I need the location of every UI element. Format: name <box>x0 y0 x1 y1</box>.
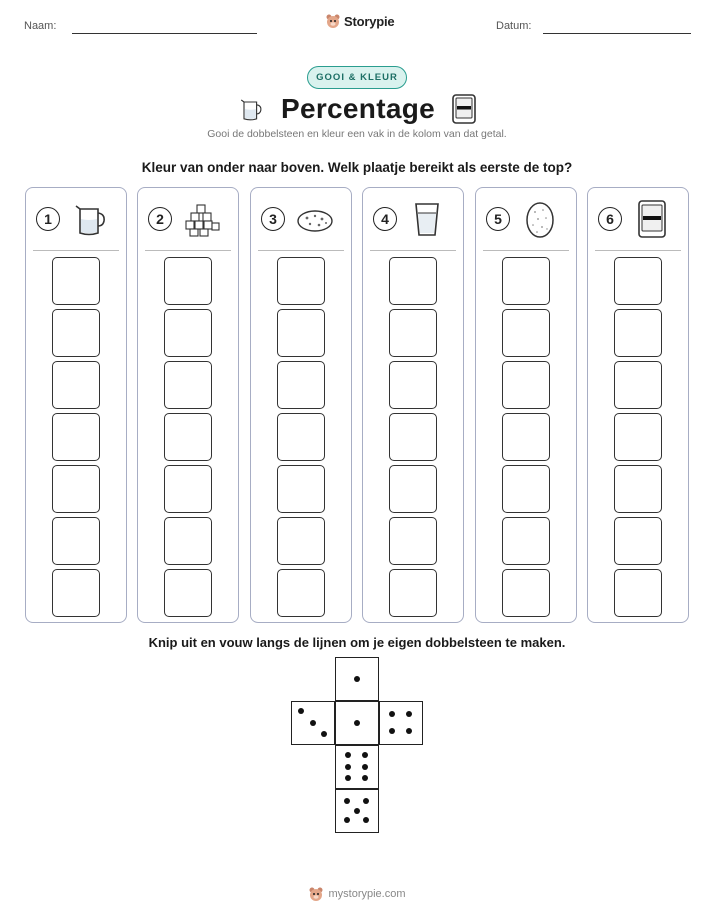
die-pip <box>354 676 360 682</box>
column-number: 4 <box>373 207 397 231</box>
color-cell[interactable] <box>389 413 437 461</box>
color-cell[interactable] <box>502 413 550 461</box>
color-cell[interactable] <box>164 361 212 409</box>
color-cell[interactable] <box>164 309 212 357</box>
color-cell[interactable] <box>164 413 212 461</box>
color-cell[interactable] <box>389 361 437 409</box>
die-face-1 <box>335 701 379 745</box>
color-cell[interactable] <box>614 517 662 565</box>
tablet-icon <box>451 93 477 125</box>
die-pip <box>321 731 327 737</box>
column-divider <box>33 250 119 251</box>
color-cell[interactable] <box>164 257 212 305</box>
footer <box>0 886 714 902</box>
die-face-3 <box>291 701 335 745</box>
column-number: 5 <box>486 207 510 231</box>
name-label: Naam: <box>24 20 57 32</box>
color-cell[interactable] <box>389 465 437 513</box>
column-divider <box>483 250 569 251</box>
bear-logo-icon <box>325 13 341 29</box>
page-subtitle: Gooi de dobbelsteen en kleur een vak in de kolom van dat getal. <box>207 128 507 140</box>
die-pip <box>406 728 412 734</box>
column-number: 6 <box>598 207 622 231</box>
die-face-1 <box>335 657 379 701</box>
color-cell[interactable] <box>502 361 550 409</box>
color-cell[interactable] <box>389 517 437 565</box>
date-line <box>543 33 691 34</box>
die-pip <box>389 711 395 717</box>
die-pip <box>362 752 368 758</box>
column-header <box>251 188 351 250</box>
bear-footer-icon <box>308 886 324 902</box>
color-cell[interactable] <box>164 517 212 565</box>
color-cell[interactable] <box>614 361 662 409</box>
color-cell[interactable] <box>614 465 662 513</box>
cut-instruction: Knip uit en vouw langs de lijnen om je eigen dobbelsteen te maken. <box>148 635 566 650</box>
die-pip <box>362 764 368 770</box>
die-pip <box>389 728 395 734</box>
pitcher-icon <box>237 95 265 123</box>
die-pip <box>354 720 360 726</box>
color-cell[interactable] <box>164 465 212 513</box>
column-header <box>138 188 238 250</box>
column-5 <box>475 187 577 623</box>
color-cell[interactable] <box>52 257 100 305</box>
column-number: 3 <box>261 207 285 231</box>
column-divider <box>258 250 344 251</box>
die-face-5 <box>335 789 379 833</box>
title-row <box>0 90 714 128</box>
color-cell[interactable] <box>277 257 325 305</box>
die-face-6 <box>335 745 379 789</box>
color-cell[interactable] <box>277 517 325 565</box>
footer-url: mystorypie.com <box>328 888 406 900</box>
column-header <box>588 188 688 250</box>
column-number: 2 <box>148 207 172 231</box>
color-cell[interactable] <box>502 465 550 513</box>
color-cell[interactable] <box>52 569 100 617</box>
color-cell[interactable] <box>277 361 325 409</box>
date-label: Datum: <box>496 20 532 32</box>
egg-icon <box>520 199 560 239</box>
color-cell[interactable] <box>389 569 437 617</box>
column-divider <box>370 250 456 251</box>
color-cell[interactable] <box>614 257 662 305</box>
die-pip <box>344 817 350 823</box>
color-cell[interactable] <box>277 309 325 357</box>
glass-icon <box>407 199 447 239</box>
color-cell[interactable] <box>52 361 100 409</box>
tablet-icon <box>632 199 672 239</box>
color-cell[interactable] <box>52 413 100 461</box>
die-pip <box>363 798 369 804</box>
color-cell[interactable] <box>502 257 550 305</box>
column-divider <box>595 250 681 251</box>
column-4 <box>362 187 464 623</box>
column-1 <box>25 187 127 623</box>
color-cell[interactable] <box>614 413 662 461</box>
color-cell[interactable] <box>164 569 212 617</box>
color-cell[interactable] <box>502 309 550 357</box>
color-cell[interactable] <box>502 569 550 617</box>
color-cell[interactable] <box>502 517 550 565</box>
column-header <box>476 188 576 250</box>
pitcher-icon <box>70 199 110 239</box>
column-divider <box>145 250 231 251</box>
color-cell[interactable] <box>52 517 100 565</box>
column-header <box>26 188 126 250</box>
die-pip <box>406 711 412 717</box>
die-pip <box>345 752 351 758</box>
column-header <box>363 188 463 250</box>
column-number: 1 <box>36 207 60 231</box>
sugar-cubes-icon <box>182 199 222 239</box>
activity-badge: GOOI & KLEUR <box>307 66 407 89</box>
color-cell[interactable] <box>614 309 662 357</box>
color-cell[interactable] <box>389 257 437 305</box>
die-pip <box>298 708 304 714</box>
color-cell[interactable] <box>52 309 100 357</box>
color-cell[interactable] <box>277 465 325 513</box>
page-title: Percentage <box>281 93 435 124</box>
die-pip <box>362 775 368 781</box>
die-pip <box>363 817 369 823</box>
cookie-icon <box>295 199 335 239</box>
color-cell[interactable] <box>277 569 325 617</box>
die-pip <box>344 798 350 804</box>
die-pip <box>345 764 351 770</box>
color-cell[interactable] <box>52 465 100 513</box>
name-line <box>72 33 257 34</box>
color-cell[interactable] <box>614 569 662 617</box>
die-pip <box>345 775 351 781</box>
column-2 <box>137 187 239 623</box>
instruction-text: Kleur van onder naar boven. Welk plaatje bereikt als eerste de top? <box>141 160 573 175</box>
color-cell[interactable] <box>277 413 325 461</box>
column-3 <box>250 187 352 623</box>
die-face-4 <box>379 701 423 745</box>
die-pip <box>310 720 316 726</box>
color-cell[interactable] <box>389 309 437 357</box>
column-6 <box>587 187 689 623</box>
brand-logo <box>325 13 394 29</box>
die-pip <box>354 808 360 814</box>
brand-name: Storypie <box>344 13 395 29</box>
